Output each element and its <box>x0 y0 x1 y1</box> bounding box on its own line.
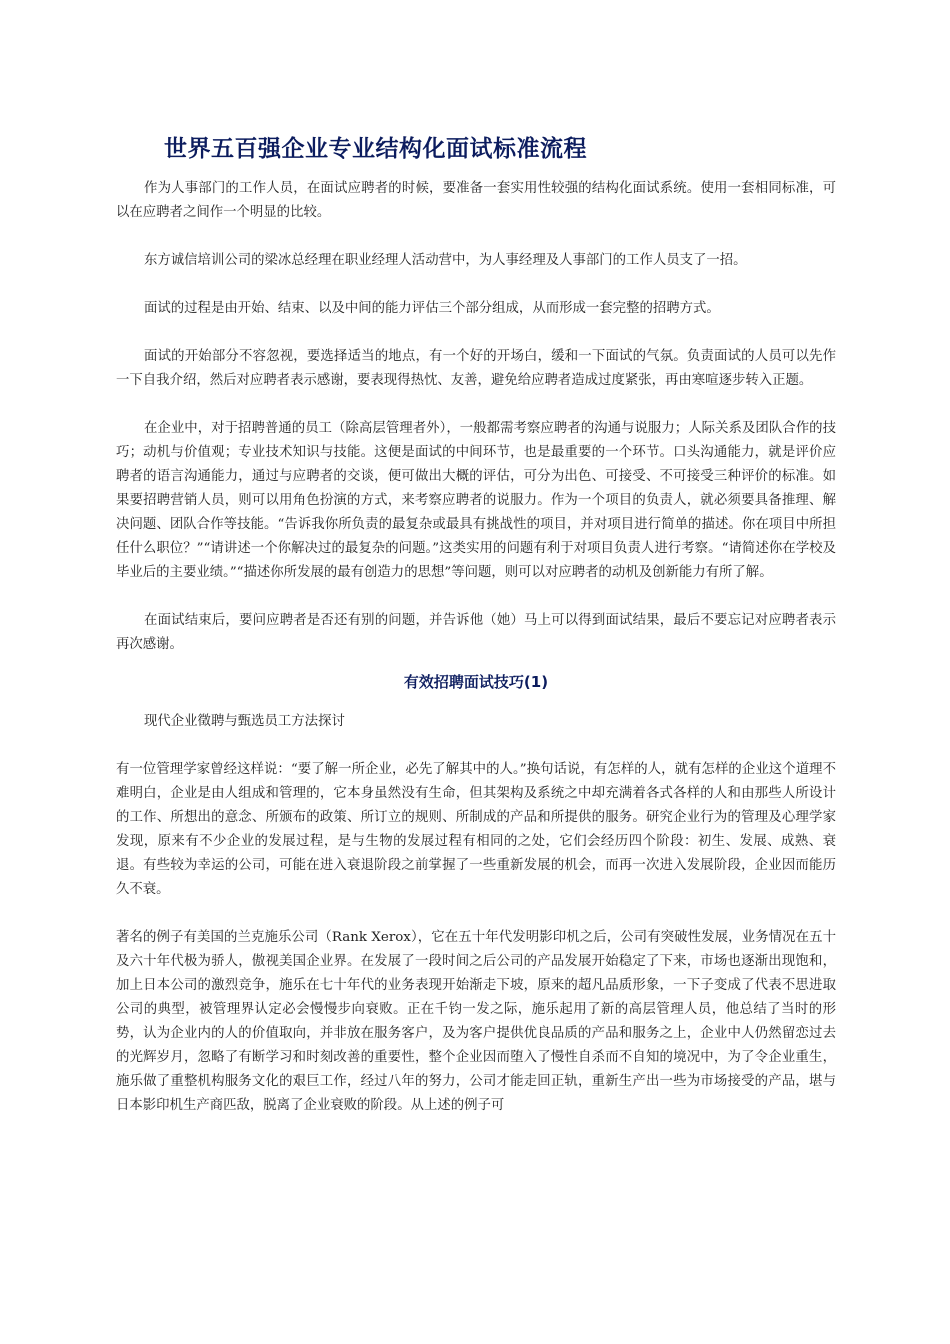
document-title: 世界五百强企业专业结构化面试标准流程 <box>164 136 587 162</box>
paragraph: 面试的开始部分不容忽视，要选择适当的地点，有一个好的开场白，缓和一下面试的气氛。负责面试的人员可以先作一下自我介绍，然后对应聘者表示感谢，要表现得热忱、友善，避免给应聘者造成过度紧张，再由寒喧逐步转入正题。 <box>116 349 836 388</box>
paragraph: 著名的例子有美国的兰克施乐公司（Rank Xerox），它在五十年代发明影印机之后，公司有突破性发展，业务情况在五十及六十年代极为骄人，傲视美国企业界。在发展了一段时间之后公司的产品发展开始稳定了下来，市场也逐渐出现饱和，加上日本公司的激烈竞争，施乐在七十年代的业务表现开始渐走下坡，原来的超凡品质形象，一下子变成了代表不思进取公司的典型，被管理界认定必会慢慢步向衰败。正在千钧一发之际，施乐起用了新的高层管理人员，他总结了当时的形势，认为企业内的人的价值取向，并非放在服务客户，及为客户提供优良品质的产品和服务之上，企业中人仍然留恋过去的光辉岁月，忽略了有断学习和时刻改善的重要性，整个企业因而堕入了慢性自杀而不自知的境况中，为了令企业重生，施乐做了重整机构服务文化的艰巨工作，经过八年的努力，公司才能走回正轨，重新生产出一些为市场接受的产品，堪与日本影印机生产商匹敌，脱离了企业衰败的阶段。从上述的例子可 <box>116 930 836 1113</box>
paragraph: 在面试结束后，要问应聘者是否还有别的问题，并告诉他（她）马上可以得到面试结果，最后不要忘记对应聘者表示再次感谢。 <box>116 613 836 652</box>
section-subtitle: 现代企业徵聘与甄选员工方法探讨 <box>144 714 345 729</box>
document-body <box>116 130 836 1142</box>
paragraph: 有一位管理学家曾经这样说：“要了解一所企业，必先了解其中的人。”换句话说，有怎样的人，就有怎样的企业这个道理不难明白，企业是由人组成和管理的，它本身虽然没有生命，但其架构及系统之中却充满着各式各样的人和由那些人所设计的工作、所想出的意念、所颁布的政策、所订立的规则、所制成的产品和所提供的服务。研究企业行为的管理及心理学家发现，原来有不少企业的发展过程，是与生物的发展过程有相同的之处，它们会经历四个阶段：初生、发展、成熟、衰退。有些较为幸运的公司，可能在进入衰退阶段之前掌握了一些重新发展的机会，而再一次进入发展阶段，企业因而能历久不衰。 <box>116 762 836 897</box>
paragraph: 面试的过程是由开始、结束、以及中间的能力评估三个部分组成，从而形成一套完整的招聘方式。 <box>144 301 720 316</box>
paragraph: 在企业中，对于招聘普通的员工（除高层管理者外），一般都需考察应聘者的沟通与说服力；人际关系及团队合作的技巧；动机与价值观；专业技术知识与技能。这便是面试的中间环节，也是最重要的一个环节。口头沟通能力，就是评价应聘者的语言沟通能力，通过与应聘者的交谈，便可做出大概的评估，可分为出色、可接受、不可接受三种评价的标准。如果要招聘营销人员，则可以用角色扮演的方式，来考察应聘者的说服力。作为一个项目的负责人，就必须要具备推理、解决问题、团队合作等技能。“告诉我你所负责的最复杂或最具有挑战性的项目，并对项目进行简单的描述。你在项目中所担任什么职位？”“请讲述一个你解决过的最复杂的问题。”这类实用的问题有利于对项目负责人进行考察。“请简述你在学校及毕业后的主要业绩。”“描述你所发展的最有创造力的思想”等问题，则可以对应聘者的动机及创新能力有所了解。 <box>116 421 836 580</box>
section-title: 有效招聘面试技巧(1) <box>403 673 549 691</box>
paragraph: 东方诚信培训公司的梁冰总经理在职业经理人活动营中，为人事经理及人事部门的工作人员支了一招。 <box>144 253 747 268</box>
paragraph: 作为人事部门的工作人员，在面试应聘者的时候，要准备一套实用性较强的结构化面试系统。使用一套相同标准，可以在应聘者之间作一个明显的比较。 <box>116 181 836 220</box>
